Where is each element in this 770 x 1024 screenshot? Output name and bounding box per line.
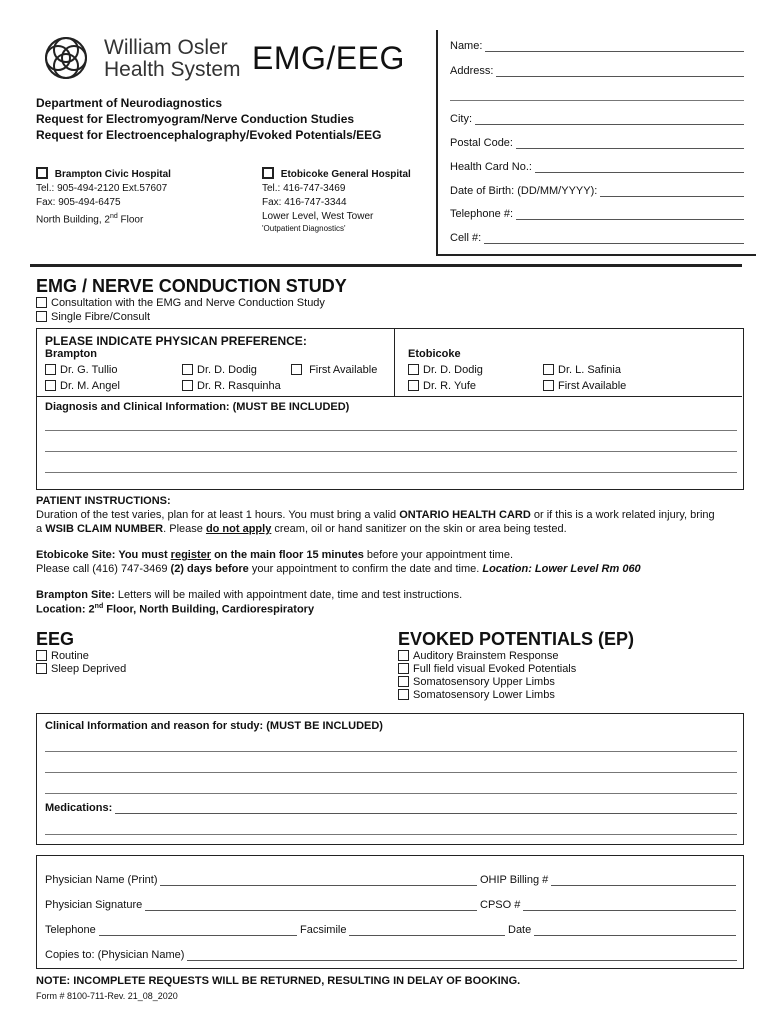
instructions-title: PATIENT INSTRUCTIONS:	[36, 495, 171, 507]
etobicoke-site-name: Etobicoke General Hospital	[280, 169, 411, 180]
patient-name-field[interactable]: Name:	[450, 40, 744, 52]
brampton-instructions-1: Brampton Site: Letters will be mailed with appointment date, time and test instructions.	[36, 589, 463, 601]
clinical-line-1[interactable]	[45, 751, 737, 752]
patient-dob-field[interactable]: Date of Birth: (DD/MM/YYYY):	[450, 185, 744, 197]
clinical-info-label: Clinical Information and reason for study: (MUST BE INCLUDED)	[45, 720, 383, 732]
brampton-label: Brampton	[45, 348, 97, 360]
form-number: Form # 8100-711-Rev. 21_08_2020	[36, 991, 178, 1001]
doc-angel[interactable]: Dr. M. Angel	[45, 380, 120, 392]
brampton-tel: Tel.: 905-494-2120 Ext.57607	[36, 183, 168, 194]
logo-text-line2: Health System	[104, 58, 241, 81]
doc-dodig-brampton[interactable]: Dr. D. Dodig	[182, 364, 257, 376]
request-line-2: Request for Electroencephalography/Evoked Potentials/EEG	[36, 128, 382, 142]
eeg-sleep-deprived[interactable]: Sleep Deprived	[36, 663, 126, 675]
patient-telephone-field[interactable]: Telephone #:	[450, 208, 744, 220]
patient-cell-field[interactable]: Cell #:	[450, 232, 744, 244]
eeg-title: EEG	[36, 629, 75, 649]
request-line-1: Request for Electromyogram/Nerve Conduction Studies	[36, 112, 355, 126]
section-divider	[30, 264, 742, 267]
etobicoke-location: Lower Level, West Tower	[262, 211, 374, 222]
etobicoke-site-checkbox[interactable]	[262, 167, 274, 179]
preference-divider	[394, 328, 395, 396]
doc-safinia[interactable]: Dr. L. Safinia	[543, 364, 621, 376]
diagnosis-line-1[interactable]	[45, 430, 737, 431]
brampton-site-checkbox[interactable]	[36, 167, 48, 179]
diagnosis-label: Diagnosis and Clinical Information: (MUST BE INCLUDED)	[45, 401, 350, 413]
emg-consult-checkbox[interactable]	[36, 297, 47, 308]
doc-rasquinha[interactable]: Dr. R. Rasquinha	[182, 380, 281, 392]
clinical-info-box	[36, 713, 744, 845]
department: Department of Neurodiagnostics	[36, 96, 223, 110]
logo-text-line1: William Osler	[104, 36, 228, 59]
preference-bottom-divider	[36, 396, 742, 397]
patient-address-line2[interactable]	[450, 100, 744, 101]
physician-name-field[interactable]: Physician Name (Print)	[45, 874, 477, 886]
etobicoke-note: 'Outpatient Diagnostics'	[262, 224, 346, 233]
clinical-line-2[interactable]	[45, 772, 737, 773]
diagnosis-line-2[interactable]	[45, 451, 737, 452]
patient-postal-field[interactable]: Postal Code:	[450, 137, 744, 149]
clinical-line-3[interactable]	[45, 793, 737, 794]
doc-first-available-brampton[interactable]: First Available	[291, 364, 377, 376]
medications-field[interactable]: Medications:	[45, 802, 737, 814]
doc-first-available-etobicoke[interactable]: First Available	[543, 380, 626, 392]
brampton-fax: Fax: 905-494-6475	[36, 197, 121, 208]
brampton-instructions-2: Location: 2nd Floor, North Building, Cardiorespiratory	[36, 603, 315, 616]
instructions-p1-line1: Duration of the test varies, plan for at least 1 hours. You must bring a valid ONTARIO HEALTH CARD or if this is a work related injury, bring	[36, 509, 715, 521]
etobicoke-instructions-1: Etobicoke Site: You must register on the main floor 15 minutes before your appointment time.	[36, 549, 514, 561]
doc-dodig-etobicoke[interactable]: Dr. D. Dodig	[408, 364, 483, 376]
ohip-billing-field[interactable]: OHIP Billing #	[480, 874, 736, 886]
brampton-site-name: Brampton Civic Hospital	[54, 169, 171, 180]
ep-lower-limbs[interactable]: Somatosensory Lower Limbs	[398, 689, 555, 701]
clinical-line-4[interactable]	[45, 834, 737, 835]
ep-auditory[interactable]: Auditory Brainstem Response	[398, 650, 559, 662]
footer-note: NOTE: INCOMPLETE REQUESTS WILL BE RETURNED, RESULTING IN DELAY OF BOOKING.	[36, 975, 521, 987]
emg-option-single-fibre[interactable]: Single Fibre/Consult	[36, 311, 150, 323]
copies-to-field[interactable]: Copies to: (Physician Name)	[45, 949, 737, 961]
cpso-field[interactable]: CPSO #	[480, 899, 736, 911]
doc-yufe[interactable]: Dr. R. Yufe	[408, 380, 476, 392]
ep-title: EVOKED POTENTIALS (EP)	[398, 629, 635, 649]
etobicoke-instructions-2: Please call (416) 747-3469 (2) days before your appointment to confirm the date and time. Location: Lower Level Rm 060	[36, 563, 641, 575]
instructions-p1-line2: a WSIB CLAIM NUMBER. Please do not apply cream, oil or hand sanitizer on the skin or area being tested.	[36, 523, 567, 535]
emg-section-title: EMG / NERVE CONDUCTION STUDY	[36, 276, 347, 296]
site-etobicoke	[262, 168, 411, 234]
etobicoke-tel: Tel.: 416-747-3469	[262, 183, 346, 194]
osler-logo	[34, 34, 244, 84]
doc-tullio[interactable]: Dr. G. Tullio	[45, 364, 117, 376]
emg-option-consult[interactable]: Consultation with the EMG and Nerve Conduction Study	[36, 297, 325, 309]
diagnosis-line-3[interactable]	[45, 472, 737, 473]
patient-address-field[interactable]: Address:	[450, 65, 744, 77]
patient-health-card-field[interactable]: Health Card No.:	[450, 161, 744, 173]
facsimile-field[interactable]: Facsimile	[300, 924, 505, 936]
site-brampton	[36, 168, 171, 227]
etobicoke-fax: Fax: 416-747-3344	[262, 197, 347, 208]
etobicoke-label: Etobicoke	[408, 348, 461, 360]
preference-title: PLEASE INDICATE PHYSICAN PREFERENCE:	[45, 334, 307, 348]
emg-single-fibre-checkbox[interactable]	[36, 311, 47, 322]
ep-upper-limbs[interactable]: Somatosensory Upper Limbs	[398, 676, 555, 688]
form-title: EMG/EEG	[252, 40, 405, 76]
osler-logo-icon	[34, 34, 98, 82]
brampton-location: North Building, 2nd Floor	[36, 213, 144, 226]
physician-signature-field[interactable]: Physician Signature	[45, 899, 477, 911]
telephone-field[interactable]: Telephone	[45, 924, 297, 936]
patient-city-field[interactable]: City:	[450, 113, 744, 125]
date-field[interactable]: Date	[508, 924, 736, 936]
ep-visual[interactable]: Full field visual Evoked Potentials	[398, 663, 576, 675]
eeg-routine[interactable]: Routine	[36, 650, 89, 662]
